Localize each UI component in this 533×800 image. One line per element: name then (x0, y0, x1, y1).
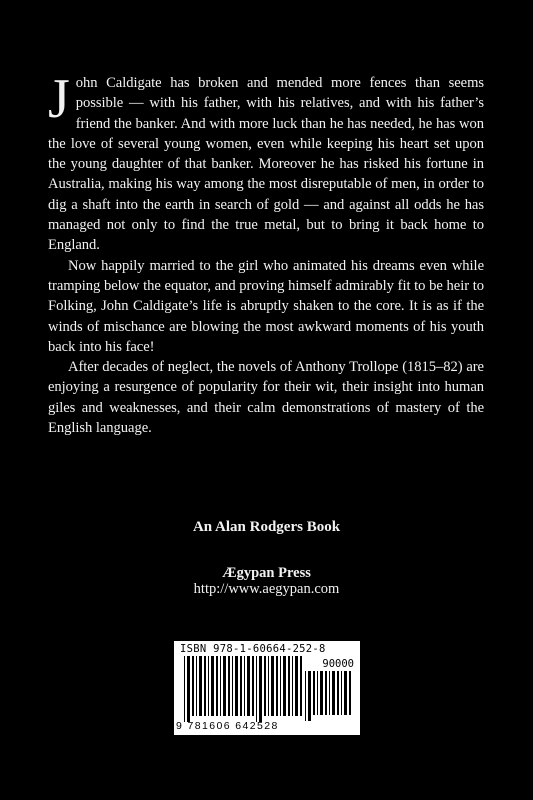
barcode-bar (256, 656, 257, 722)
blurb-paragraph-2: Now happily married to the girl who animated his dreams even while tramping below the equator, and proving himself admirably fit to be heir to Folking, John Caldigate’s life is abruptly shaken to the core. It is as if the winds of mischance are blowing the most awkward moments of his youth back into his face! (48, 257, 484, 355)
blurb-paragraph-1 (48, 68, 484, 256)
barcode-bar (271, 656, 274, 716)
barcode-bar (216, 656, 218, 716)
barcode-bar (300, 656, 302, 716)
barcode-bar (305, 671, 306, 721)
barcode-digits: 9 781606 642528 (176, 720, 279, 732)
barcode-bar (320, 671, 323, 715)
barcode-bar (235, 656, 238, 716)
barcode-bar (223, 656, 226, 716)
barcode-bar (288, 656, 290, 716)
drop-cap: J (48, 68, 70, 130)
barcode-bar (184, 656, 185, 722)
barcode-bar (211, 656, 214, 716)
barcode-bar (325, 671, 327, 715)
series-line: An Alan Rodgers Book (192, 519, 341, 535)
barcode-bar (268, 656, 269, 716)
barcode-bar (204, 656, 206, 716)
barcode-bar (220, 656, 221, 716)
barcode-bar (313, 671, 315, 715)
barcode-bar (252, 656, 254, 716)
barcode-bar (317, 671, 318, 715)
barcode-bar (259, 656, 262, 722)
barcode-bar (283, 656, 286, 716)
price-code: 90000 (322, 658, 354, 670)
isbn-label: ISBN 978-1-60664-252-8 (180, 643, 326, 655)
blurb-text (48, 68, 484, 438)
barcode-bar (187, 656, 190, 722)
barcode-bar (247, 656, 250, 716)
barcode-bar (337, 671, 339, 715)
barcode-bar (240, 656, 242, 716)
barcode-bar (264, 656, 266, 716)
barcode-bar (244, 656, 245, 716)
barcode-bar (344, 671, 347, 715)
barcode-bar (308, 671, 311, 721)
ean-barcode-bars (184, 656, 302, 722)
barcode-bar (332, 671, 335, 715)
blurb-paragraph-1-text: ohn Caldigate has broken and mended more fences than seems possible — with his father, with his relatives, and with his father’s friend the banker. And with more luck than he has needed, he has won the love of several young women, even while keeping his heart set upon the young daughter of that banker. Moreover he has risked his fortune in Australia, making his way among the most disreputable of men, in order to dig a shaft into the earth in search of gold — and against all odds he has managed not only to find the true metal, but to bring it back home to England. (48, 75, 484, 254)
addon-barcode-bars (305, 671, 353, 721)
publisher-url: http://www.aegypan.com (193, 581, 340, 597)
barcode-bar (228, 656, 230, 716)
barcode-bar (341, 671, 342, 715)
barcode-bar (199, 656, 202, 716)
barcode-bar (349, 671, 351, 715)
barcode-bar (208, 656, 209, 716)
barcode-bar (192, 656, 194, 716)
isbn-barcode (174, 641, 360, 735)
barcode-bar (276, 656, 278, 716)
barcode-bar (329, 671, 330, 715)
blurb-paragraph-3: After decades of neglect, the novels of Anthony Trollope (1815–82) are enjoying a resurgence of popularity for their wit, their insight into human giles and weaknesses, and their calm demonstrations of mastery of the English language. (48, 359, 484, 437)
publisher-name: Ægypan Press (222, 565, 311, 581)
barcode-bar (292, 656, 293, 716)
barcode-bar (196, 656, 197, 716)
barcode-bar (280, 656, 281, 716)
barcode-bar (232, 656, 233, 716)
barcode-bar (295, 656, 298, 716)
